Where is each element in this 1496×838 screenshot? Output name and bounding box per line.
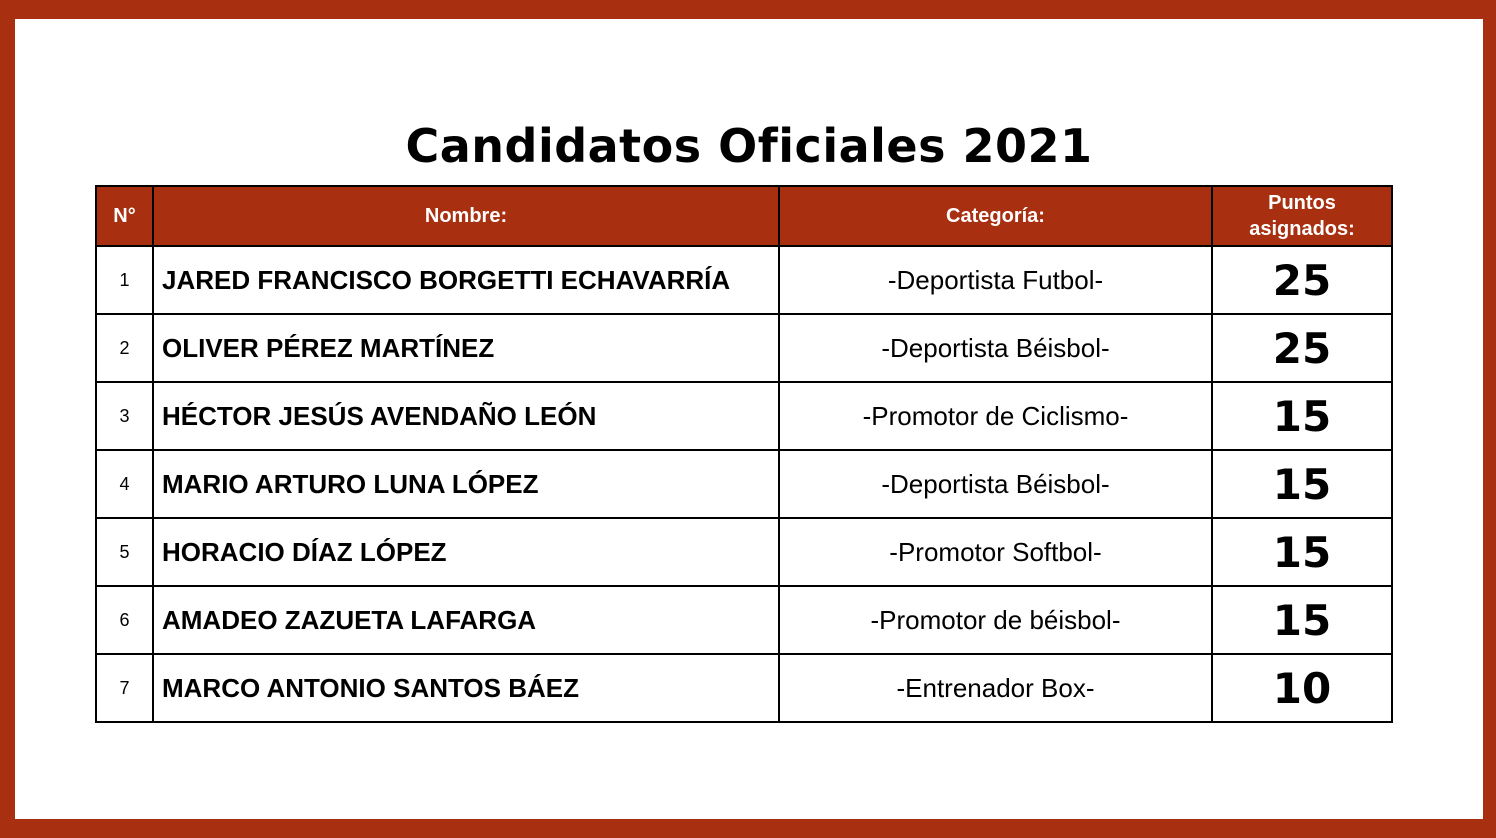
header-number: N° [96,186,153,246]
row-name: HÉCTOR JESÚS AVENDAÑO LEÓN [153,382,779,450]
row-number: 4 [96,450,153,518]
row-name: MARIO ARTURO LUNA LÓPEZ [153,450,779,518]
row-number: 2 [96,314,153,382]
table-row [96,450,1392,518]
row-number: 1 [96,246,153,314]
row-number: 5 [96,518,153,586]
row-category: -Deportista Béisbol- [779,450,1212,518]
row-points: 25 [1212,314,1392,382]
row-name: AMADEO ZAZUETA LAFARGA [153,586,779,654]
row-points: 15 [1212,450,1392,518]
row-name: OLIVER PÉREZ MARTÍNEZ [153,314,779,382]
row-number: 3 [96,382,153,450]
row-name: JARED FRANCISCO BORGETTI ECHAVARRÍA [153,246,779,314]
row-number: 7 [96,654,153,722]
row-category: -Promotor de Ciclismo- [779,382,1212,450]
row-category: -Promotor Softbol- [779,518,1212,586]
table-row [96,654,1392,722]
table-row [96,382,1392,450]
table-row [96,314,1392,382]
header-points-line2: asignados: [1249,218,1355,240]
table-row [96,586,1392,654]
header-row [96,186,1392,246]
row-number: 6 [96,586,153,654]
candidates-table [95,185,1393,723]
row-points: 10 [1212,654,1392,722]
table-row [96,518,1392,586]
header-category: Categoría: [779,186,1212,246]
row-category: -Entrenador Box- [779,654,1212,722]
row-name: MARCO ANTONIO SANTOS BÁEZ [153,654,779,722]
table-body [96,246,1392,722]
row-name: HORACIO DÍAZ LÓPEZ [153,518,779,586]
row-category: -Deportista Futbol- [779,246,1212,314]
table-row [96,246,1392,314]
row-points: 15 [1212,586,1392,654]
row-category: -Promotor de béisbol- [779,586,1212,654]
page-title: Candidatos Oficiales 2021 [405,119,1093,173]
table-header [96,186,1392,246]
header-name: Nombre: [153,186,779,246]
row-points: 15 [1212,382,1392,450]
header-points-line1: Puntos [1268,192,1336,214]
row-category: -Deportista Béisbol- [779,314,1212,382]
row-points: 15 [1212,518,1392,586]
row-points: 25 [1212,246,1392,314]
page-frame [15,19,1483,819]
header-points [1212,186,1392,246]
